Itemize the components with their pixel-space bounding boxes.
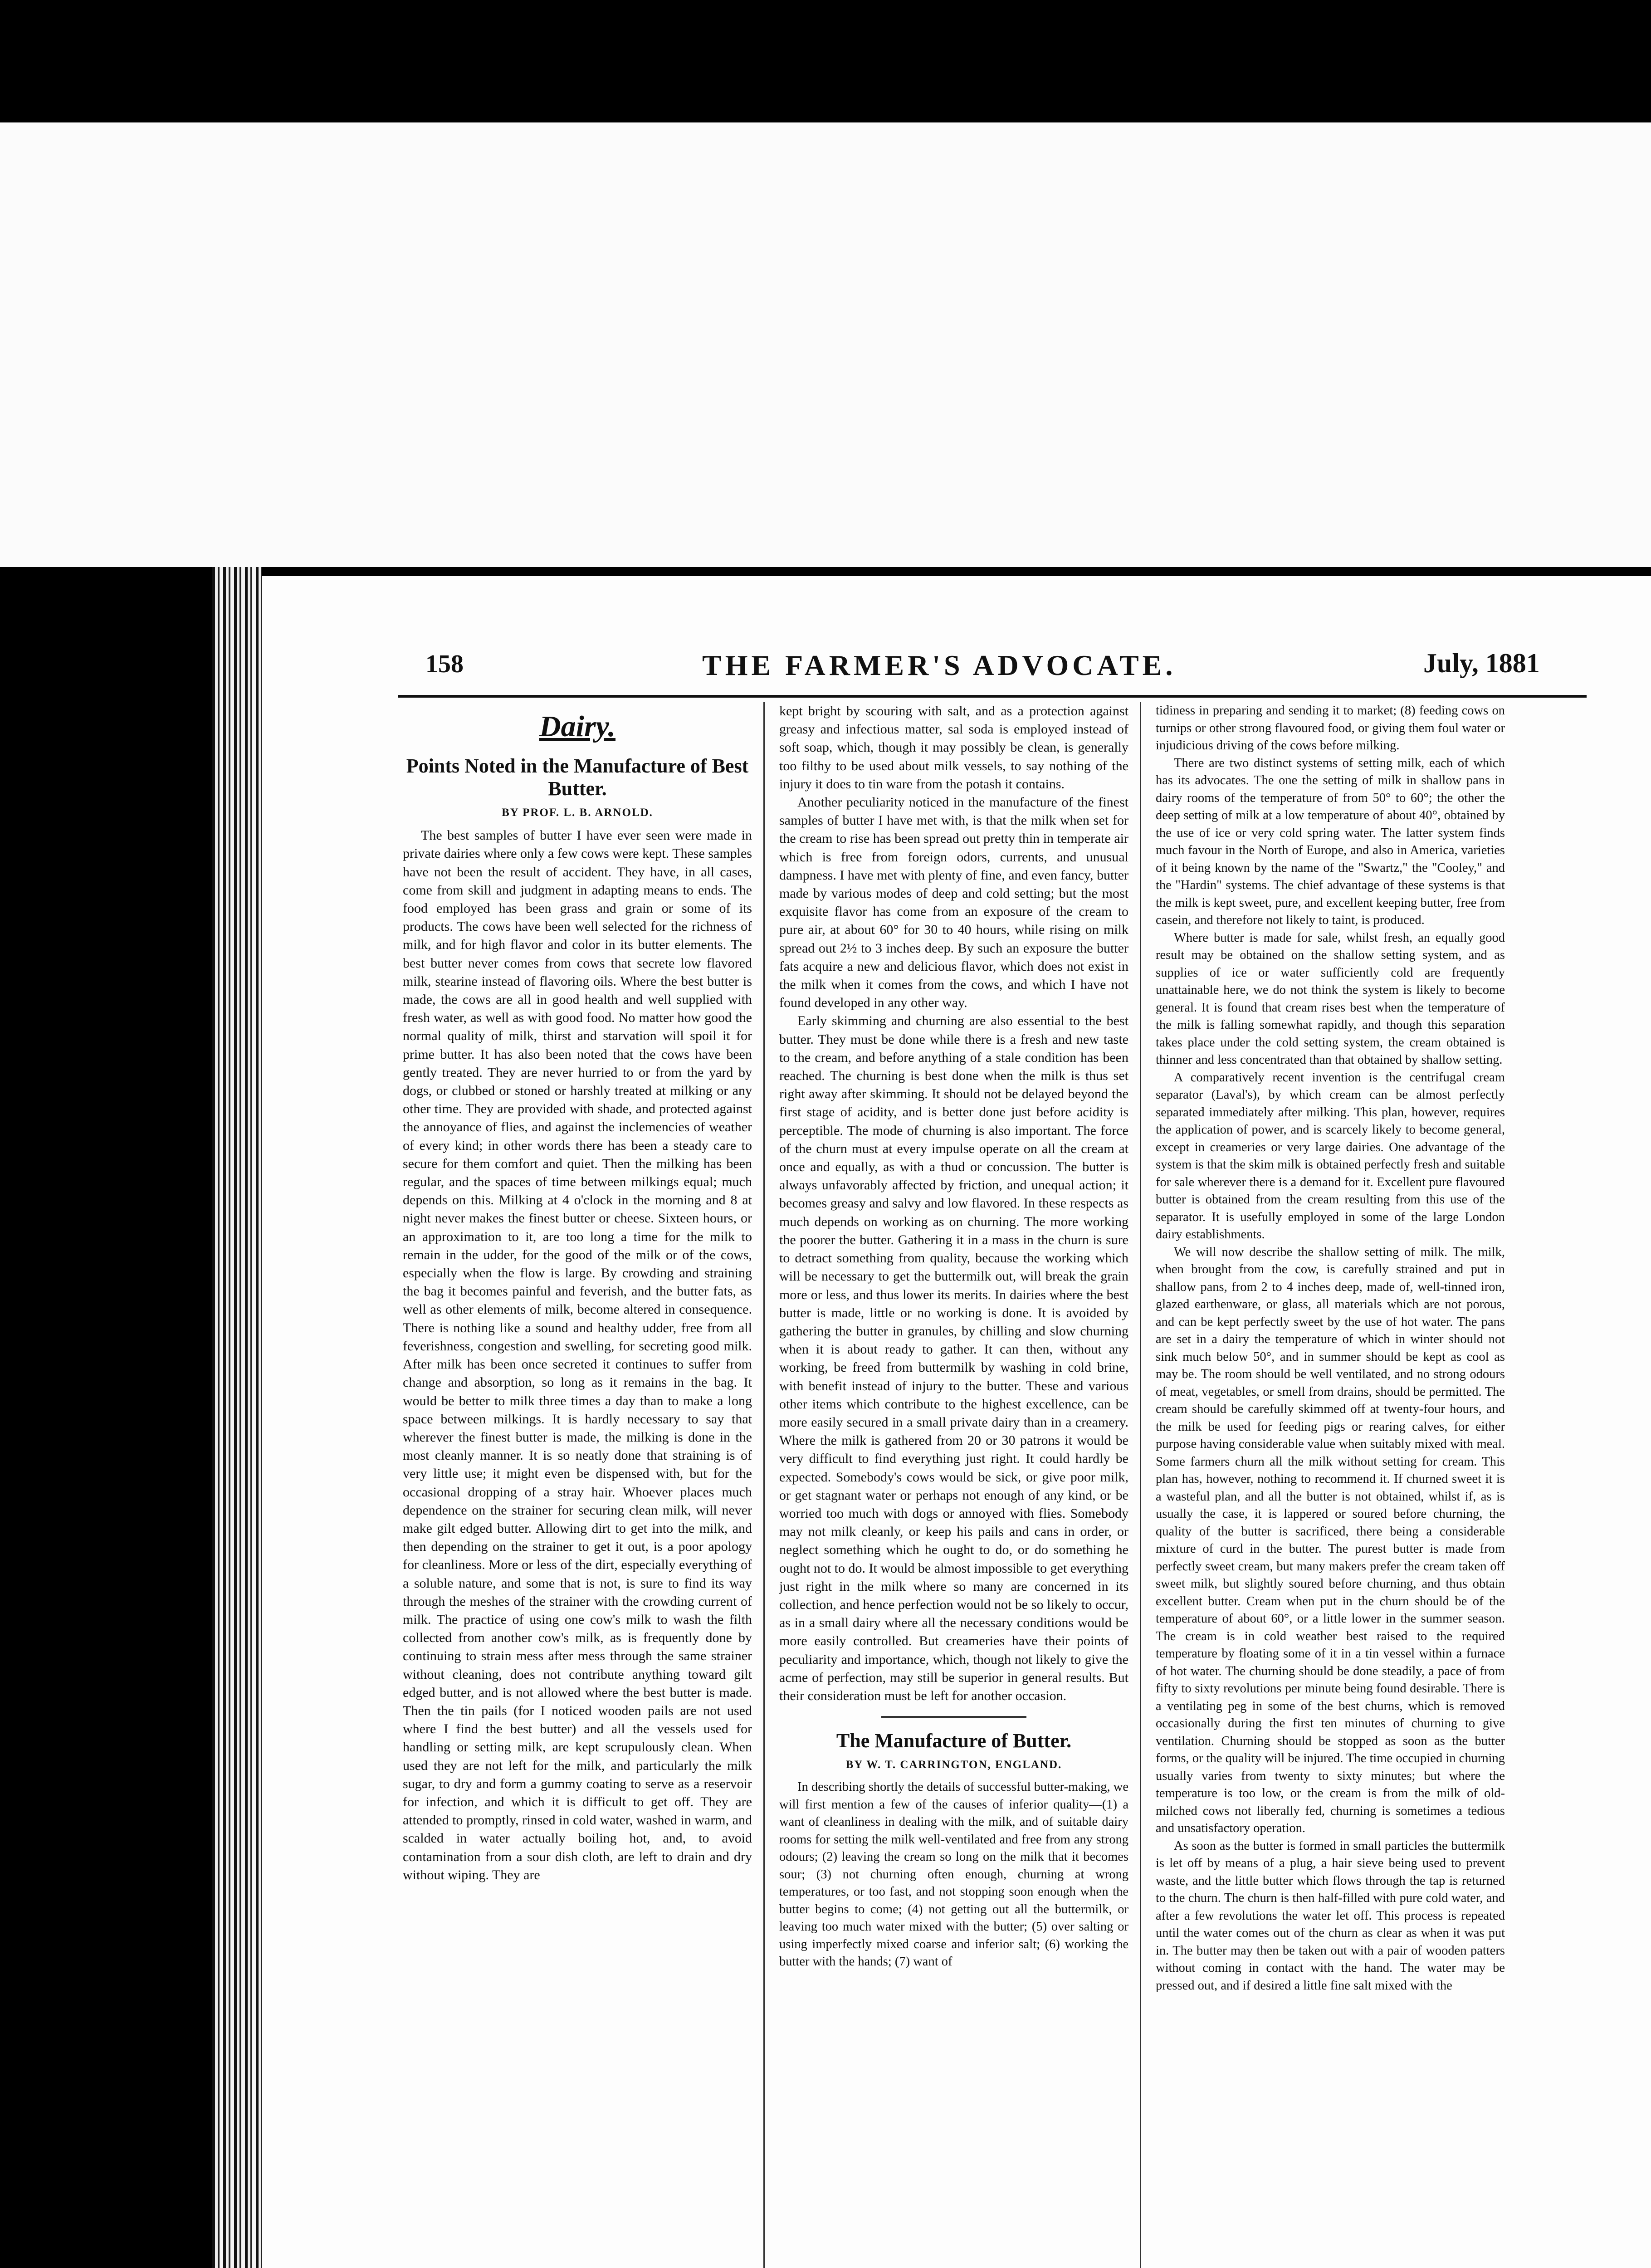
paragraph: Early skimming and churning are also essential to the best butter. They must be done while there is a fresh and new taste to the cream, and before anything of a stale condition has been reached. The churning is best done when the milk is thus set right away after skimming. It should not be delayed beyond the first stage of acidity, and is better done just before acidity is perceptible. The mode of churning is also important. The force of the churn must at every impulse operate on all the cream at once and equally, as with a thud or concussion. The butter is always unfavorably affected by friction, and unequal action; it becomes greasy and salvy and low flavored. In these respects as much depends on working as on churning. The more working the poorer the butter. Gathering it in a mass in the churn is sure to detract something from quality, because the working which will be necessary to get the buttermilk out, will break the grain more or less, and thus lower its merits. In dairies where the best butter is made, little or no working is done. It is avoided by gathering the butter in granules, by chilling and slow churning when it is about ready to gather. It can then, without any working, be freed from buttermilk by washing in cold brine, with benefit instead of injury to the butter. These and various other items which contribute to the highest excellence, can be more easily secured in a small private dairy than in a creamery. Where the milk is gathered from 20 or 30 patrons it would be very difficult to find everything just right. It could hardly be expected. Somebody's cows would be sick, or give poor milk, or get stagnant water or perhaps not enough of any kind, or be worried too much with dogs or annoyed with flies. Somebody may not milk cleanly, or keep his pails and cans in order, or neglect something which he ought to do, or do something he ought not to do. It would be almost impossible to get everything just right in the milk where so many are concerned in its collection, and hence perfection would not be so likely to occur, as in a small dairy where all the necessary conditions would be more easily controlled. But creameries have their points of peculiarity and importance, which, though not likely to give the acme of perfection, may still be superior in general results. But their consideration must be left for another occasion. <box>779 1013 1128 1703</box>
article-byline: BY W. T. CARRINGTON, ENGLAND. <box>845 1759 1062 1771</box>
overlapping-page-top <box>0 122 1651 567</box>
section-heading: Dairy. <box>539 710 616 743</box>
paragraph: tidiness in preparing and sending it to market; (8) feeding cows on turnips or other strong flavoured food, or giving them foul water or injudicious driving of the cows before milking. <box>1156 704 1505 753</box>
masthead: THE FARMER'S ADVOCATE. <box>702 649 1177 681</box>
paragraph: Where butter is made for sale, whilst fresh, an equally good result may be obtained on the shallow setting system, and as supplies of ice or water sufficiently cold are frequently unattainable here, we do not think the system is likely to become general. It is found that cream rises best when the temperature of the milk is falling somewhat rapidly, and though this separation takes place under the cold setting system, the cream obtained is thinner and less concentrated than that obtained by shallow setting. <box>1156 930 1505 1067</box>
paragraph: The best samples of butter I have ever seen were made in private dairies where only a few cows were kept. These samples have not been the result of accident. They have, in all cases, come from skill and judgment in adapting means to ends. The food employed has been grass and grain or some of its products. The cows have been well selected for the richness of milk, and for high flavor and color in its butter elements. The best butter never comes from cows that secrete low flavored milk, stearine instead of flavoring oils. Where the best butter is made, the cows are all in good health and well supplied with fresh water, as well as with good food. No matter how good the normal quality of milk, thirst and starvation will spoil it for prime butter. It has also been noted that the cows have been gently treated. They are never hurried to or from the yard by dogs, or clubbed or stoned or harshly treated at milking or any other time. They are provided with shade, and protected against the annoyance of flies, and against the inclemencies of weather of every kind; in other words there has been a steady care to secure for them comfort and quiet. Then the milking has been regular, and the spaces of time between milkings equal; much depends on this. Milking at 4 o'clock in the morning and 8 at night never makes the finest butter or cheese. Sixteen hours, or an approximation to it, are too long a time for the milk to remain in the udder, for the good of the milk or of the cows, especially when the flow is large. By crowding and straining the bag it becomes painful and feverish, and the butter fats, as well as other elements of milk, become altered in consequence. There is nothing like a sound and healthy udder, free from all feverishness, congestion and swelling, for secreting good milk. After milk has been once secreted it continues to suffer from change and absorption, so long as it remains in the bag. It would be better to milk three times a day than to make a long space between milkings. It is hardly necessary to say that wherever the finest butter is made, the milking is done in the most cleanly manner. It is so neatly done that straining is of very little use; it might even be dispensed with, but for the occasional dropping of a stray hair. Whoever places much dependence on the strainer for securing clean milk, will never make gilt edged butter. Allowing dirt to get into the milk, and then depending on the strainer to get it out, is a poor apology for cleanliness. More or less of the dirt, especially everything of a soluble nature, and some that is not, is sure to find its way through the meshes of the strainer with the crowding current of milk. The practice of using one cow's milk to wash the filth collected from another cow's milk, as is frequently done by continuing to strain mess after mess through the same strainer without cleaning, does not contribute anything toward gilt edged butter, and is not allowed where the best butter is made. Then the tin pails (for I noticed wooden pails are not used where I find the best butter) and all the vessels used for handling or setting milk, are kept scrupulously clean. When used they are not left for the milk, and particularly the milk sugar, to dry and form a gummy coating to serve as a reservoir for infection, and which it is difficult to get off. They are attended to promptly, rinsed in cold water, washed in warm, and scalded in water actually boiling hot, and, to avoid contamination from a sour dish cloth, are left to drain and dry without wiping. They are <box>403 828 752 1882</box>
paragraph: In describing shortly the details of successful butter-making, we will first mention a few of the causes of inferior quality—(1) a want of cleanliness in dealing with the milk, and of suitable dairy rooms for setting the milk well-ventilated and free from any strong odours; (2) leaving the cream so long on the milk that it becomes sour; (3) not churning often enough, churning at wrong temperatures, or too fast, and not stopping soon enough when the butter begins to come; (4) not getting out all the buttermilk, or leaving too much water mixed with the butter; (5) over salting or using imperfectly mixed coarse and inferior salt; (6) working the butter with the hands; (7) want of <box>779 1780 1128 1969</box>
column-divider <box>763 702 765 2268</box>
paragraph: kept bright by scouring with salt, and as a protection against greasy and infectious matter, sal soda is employed instead of soft soap, which, though it may possibly be clean, is generally too filthy to be used about milk vessels, to say nothing of the injury it does to tin ware from the potash it contains. <box>779 704 1128 792</box>
page-header <box>262 645 1651 686</box>
divider-rule <box>881 1716 1026 1718</box>
article-title: The Manufacture of Butter. <box>836 1730 1072 1752</box>
book-gutter <box>212 567 262 2268</box>
column-2 <box>779 702 1128 2268</box>
article-byline: BY PROF. L. B. ARNOLD. <box>502 807 653 819</box>
paragraph: We will now describe the shallow setting of milk. The milk, when brought from the cow, is carefully strained and put in shallow pans, from 2 to 4 inches deep, made of, well-tinned iron, glazed earthenware, or glass, all materials which are not porous, and can be kept perfectly sweet by the use of hot water. The pans are set in a dairy the temperature of which in winter should not sink much below 50°, and in summer should be kept as cool as may be. The room should be well ventilated, and no strong odours of meat, vegetables, or smell from drains, should be permitted. The cream should be carefully skimmed off at twenty-four hours, and the milk be used for feeding pigs or rearing calves, for either purpose having considerable value when suitably mixed with meal. Some farmers churn all the milk without setting for cream. This plan has, however, nothing to recommend it. If churned sweet it is a wasteful plan, and all the butter is not obtained, whilst if, as is usually the case, it is lappered or soured before churning, the quality of the butter is sacrificed, there being a considerable mixture of curd in the butter. The purest butter is made from perfectly sweet cream, but many makers prefer the cream taken off sweet milk, but slightly soured before churning, and thus obtain excellent butter. Cream when put in the churn should be of the temperature of about 60°, or a little lower in the summer season. The cream is in cold weather best raised to the required temperature by floating some of it in a tin vessel within a furnace of hot water. The churning should be done steadily, a pace of from fifty to sixty revolutions per minute being found desirable. There is a ventilating peg in some of the best churns, which is removed occasionally during the first ten minutes of churning to give ventilation. Churning should be stopped as soon as the butter forms, or the quality will be injured. The time occupied in churning usually varies from twenty to sixty minutes; but where the temperature is too low, or the cream is from the milk of old-milched cows not liberally fed, churning is sometimes a tedious and unsatisfactory operation. <box>1156 1245 1505 1835</box>
column-3 <box>1156 702 1505 2268</box>
paragraph: There are two distinct systems of setting milk, each of which has its advocates. The one the setting of milk in shallow pans in dairy rooms of the temperature of from 50° to 60°; the other the deep setting of milk at a low temperature of about 40°, obtained by the use of ice or very cold spring water. The latter system finds much favour in the North of Europe, and also in America, varieties of it being known by the name of the "Swartz," the "Cooley," and the "Hardin" systems. The chief advantage of these systems is that the milk is kept sweet, pure, and excellent keeping butter, free from casein, and therefore not likely to taint, is produced. <box>1156 756 1505 927</box>
paragraph: As soon as the butter is formed in small particles the buttermilk is let off by means of a plug, a hair sieve being used to prevent waste, and the little butter which flows through the tap is returned to the churn. The churn is then half-filled with pure cold water, and after a few revolutions the water let off. This process is repeated until the water comes out of the churn as clear as when it was put in. The butter may then be taken out with a pair of wooden patters without coming in contact with the hand. The water may be pressed out, and if desired a little fine salt mixed with the <box>1156 1838 1505 1993</box>
paragraph: A comparatively recent invention is the centrifugal cream separator (Laval's), by which cream can be almost perfectly separated immediately after milking. This plan, however, requires the application of power, and is scarcely likely to become general, except in creameries or very large dairies. One advantage of the system is that the skim milk is obtained perfectly fresh and suitable for sale wherever there is a demand for it. Excellent pure flavoured butter is obtained from the cream resulting from this use of the separator. It is usefully employed in some of the large London dairy establishments. <box>1156 1070 1505 1242</box>
column-divider <box>1140 702 1141 2268</box>
issue-date: July, 1881 <box>1423 648 1540 678</box>
page-number: 158 <box>425 650 464 678</box>
newspaper-page <box>262 576 1651 2268</box>
header-rule <box>398 695 1587 698</box>
article-title: Points Noted in the Manufacture of Best Butter. <box>406 755 749 800</box>
paragraph: Another peculiarity noticed in the manufacture of the finest samples of butter I have met with, is that the milk when set for the cream to rise has been spread out pretty thin in temperate air which is free from foreign odors, currents, and unusual dampness. I have met with plenty of fine, and even fancy, butter made by various modes of deep and cold setting; but the most exquisite flavor has come from an exposure of the cream to pure air, at about 60° for 30 to 40 hours, while rising on milk spread out 2½ to 3 inches deep. By such an exposure the butter fats acquire a new and delicious flavor, which does not exist in the milk when it comes from the cows, and which I have not found developed in any other way. <box>779 795 1128 1011</box>
column-1 <box>403 702 752 2268</box>
